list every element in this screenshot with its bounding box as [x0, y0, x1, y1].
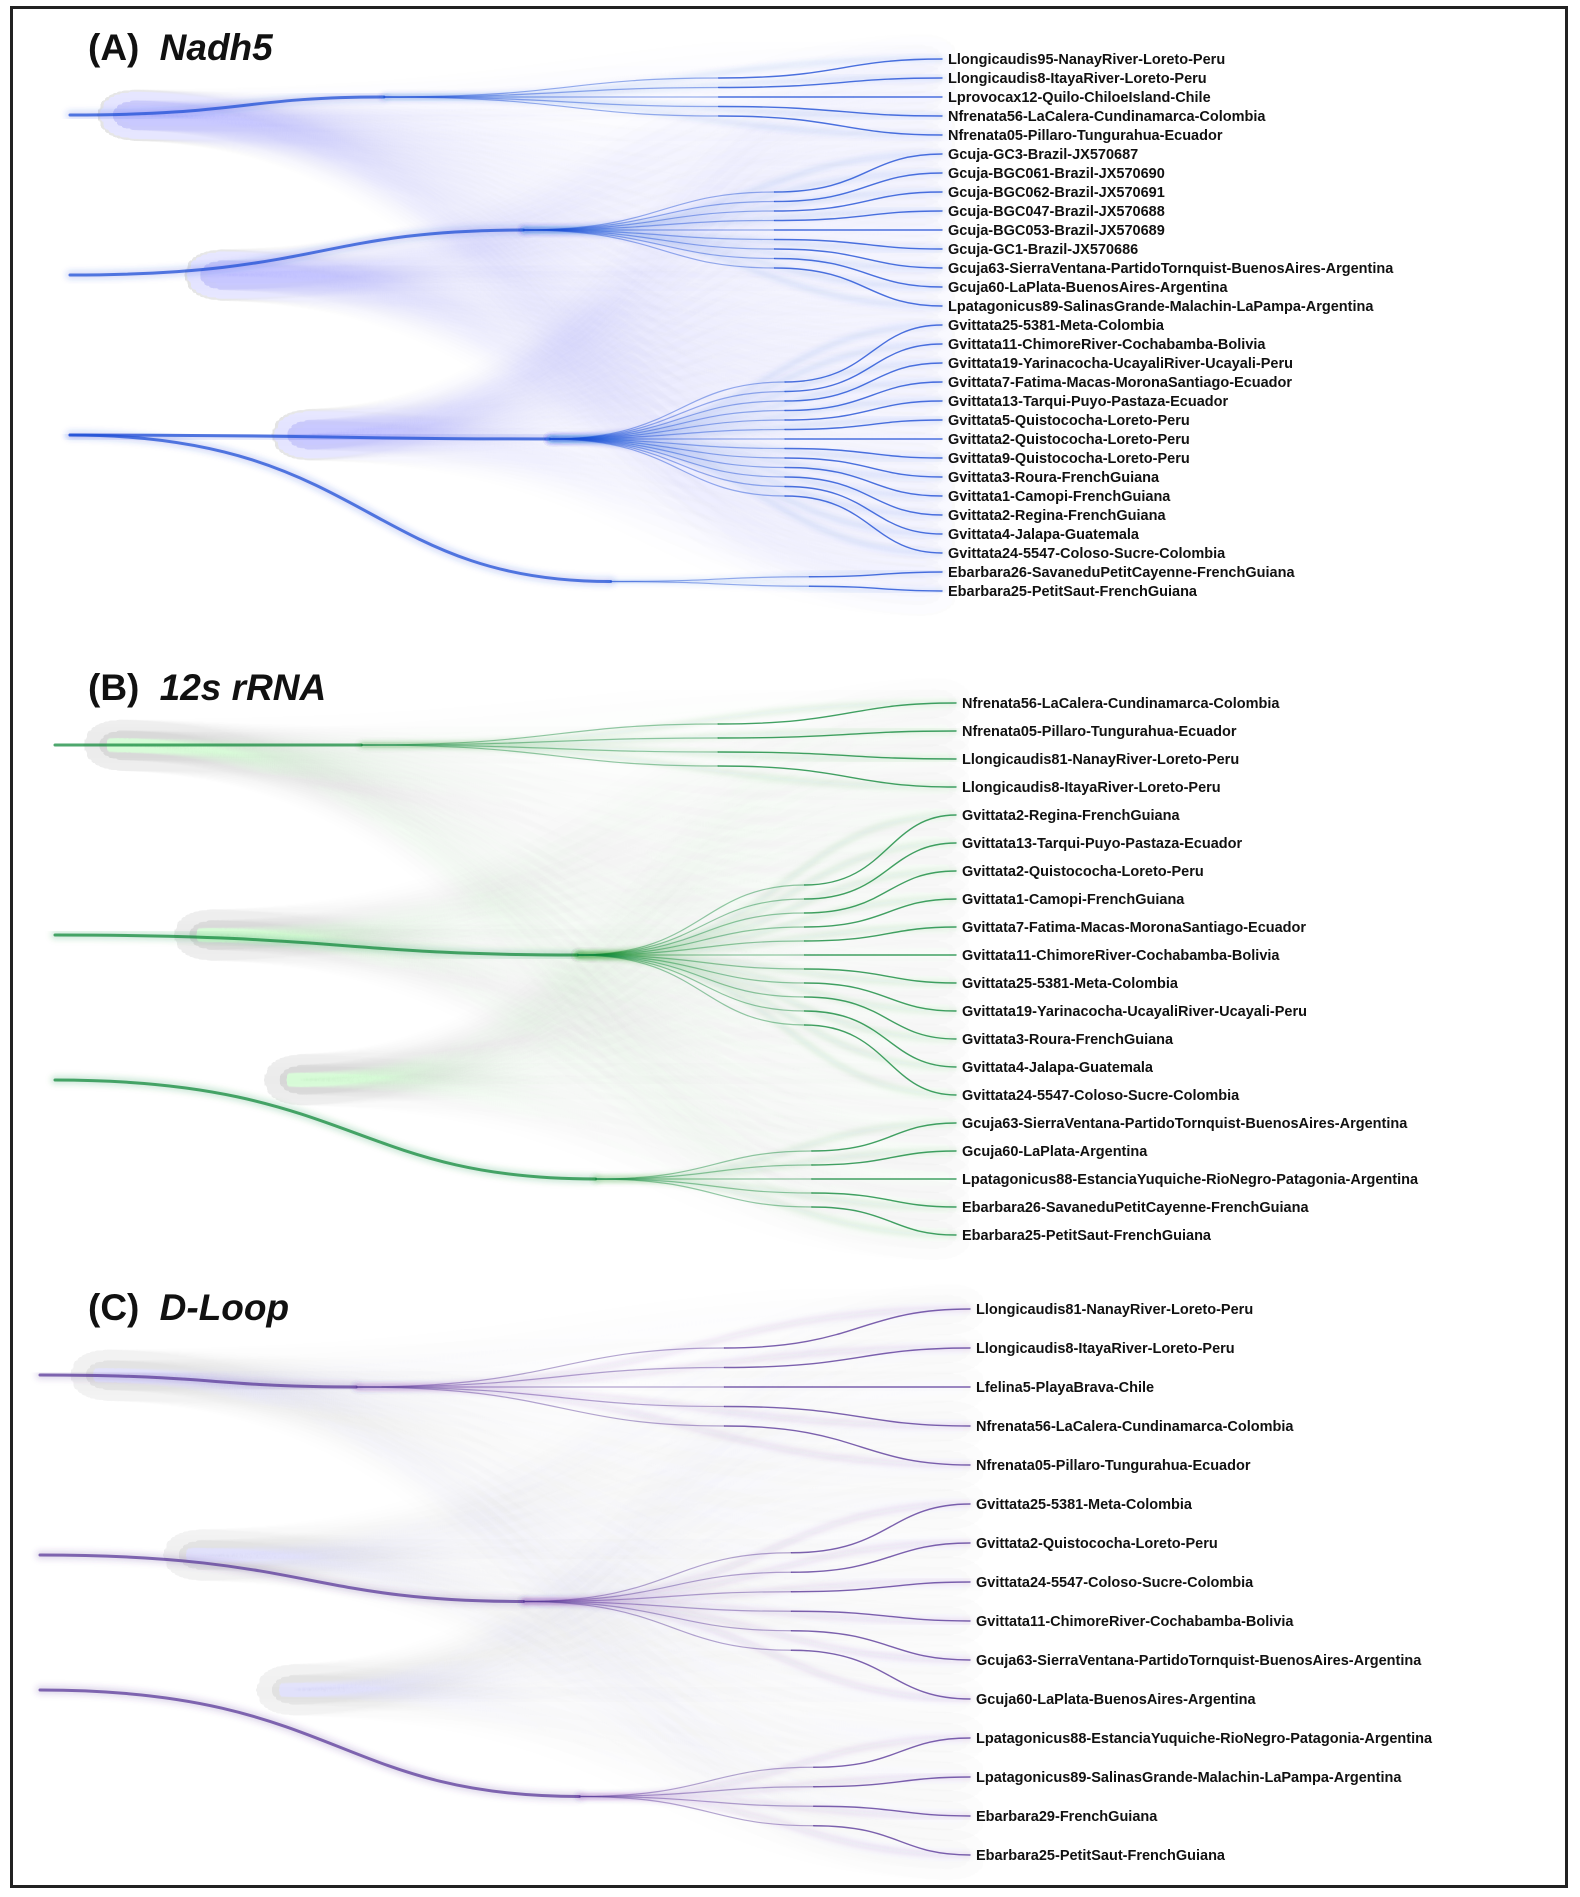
- tip-label: Nfrenata56-LaCalera-Cundinamarca-Colombia: [962, 696, 1280, 712]
- tip-label: Lpatagonicus89-SalinasGrande-Malachin-LaPampa-Argentina: [948, 299, 1374, 315]
- tip-label: Lprovocax12-Quilo-ChiloeIsland-Chile: [948, 90, 1211, 106]
- tip-label: Gcuja60-LaPlata-Argentina: [962, 1144, 1148, 1160]
- panel-a-title: [88, 27, 274, 68]
- tip-label: Gcuja63-SierraVentana-PartidoTornquist-BuenosAires-Argentina: [948, 261, 1394, 277]
- tip-label: Ebarbara26-SavaneduPetitCayenne-FrenchGuiana: [948, 565, 1295, 581]
- panel-a: [70, 27, 1394, 600]
- panel-a-letter: (A): [88, 27, 140, 68]
- panel-a-tree: [70, 59, 942, 591]
- tip-label: Gvittata25-5381-Meta-Colombia: [962, 976, 1178, 992]
- panel-b-gene: 12s rRNA: [159, 667, 327, 708]
- tip-label: Llongicaudis95-NanayRiver-Loreto-Peru: [948, 52, 1226, 68]
- tip-label: Ebarbara25-PetitSaut-FrenchGuiana: [962, 1228, 1211, 1244]
- tip-label: Llongicaudis81-NanayRiver-Loreto-Peru: [976, 1302, 1254, 1318]
- tip-label: Gvittata24-5547-Coloso-Sucre-Colombia: [948, 546, 1226, 562]
- panel-b-tip-labels: [962, 696, 1419, 1244]
- tip-label: Ebarbara26-SavaneduPetitCayenne-FrenchGuiana: [962, 1200, 1309, 1216]
- tip-label: Gvittata25-5381-Meta-Colombia: [976, 1497, 1192, 1513]
- tip-label: Gvittata19-Yarinacocha-UcayaliRiver-Ucayali-Peru: [948, 356, 1293, 372]
- tip-label: Gcuja-BGC062-Brazil-JX570691: [948, 185, 1165, 201]
- tip-label: Ebarbara25-PetitSaut-FrenchGuiana: [976, 1848, 1225, 1864]
- tip-label: Gvittata7-Fatima-Macas-MoronaSantiago-Ecuador: [948, 375, 1293, 391]
- tip-label: Gvittata1-Camopi-FrenchGuiana: [948, 489, 1171, 505]
- tip-label: Gcuja-GC1-Brazil-JX570686: [948, 242, 1139, 258]
- tip-label: Gvittata5-Quistococha-Loreto-Peru: [948, 413, 1190, 429]
- tip-label: Gvittata11-ChimoreRiver-Cochabamba-Bolivia: [948, 337, 1266, 353]
- tip-label: Gvittata2-Quistococha-Loreto-Peru: [962, 864, 1204, 880]
- tip-label: Gcuja60-LaPlata-BuenosAires-Argentina: [948, 280, 1228, 296]
- tip-label: Gcuja-GC3-Brazil-JX570687: [948, 147, 1139, 163]
- tip-label: Gvittata24-5547-Coloso-Sucre-Colombia: [962, 1088, 1240, 1104]
- tip-label: Gvittata19-Yarinacocha-UcayaliRiver-Ucayali-Peru: [962, 1004, 1307, 1020]
- tip-label: Gvittata2-Quistococha-Loreto-Peru: [976, 1536, 1218, 1552]
- tip-label: Gvittata1-Camopi-FrenchGuiana: [962, 892, 1185, 908]
- panel-c-tree: [40, 1309, 970, 1855]
- tip-label: Gvittata2-Regina-FrenchGuiana: [948, 508, 1166, 524]
- panel-a-tip-labels: [948, 52, 1394, 600]
- tip-label: Llongicaudis81-NanayRiver-Loreto-Peru: [962, 752, 1240, 768]
- tip-label: Gvittata9-Quistococha-Loreto-Peru: [948, 451, 1190, 467]
- tip-label: Gcuja-BGC047-Brazil-JX570688: [948, 204, 1165, 220]
- tip-label: Gvittata24-5547-Coloso-Sucre-Colombia: [976, 1575, 1254, 1591]
- tip-label: Gvittata7-Fatima-Macas-MoronaSantiago-Ecuador: [962, 920, 1307, 936]
- tip-label: Gvittata2-Quistococha-Loreto-Peru: [948, 432, 1190, 448]
- tip-label: Lfelina5-PlayaBrava-Chile: [976, 1380, 1155, 1396]
- tip-label: Nfrenata56-LaCalera-Cundinamarca-Colombia: [948, 109, 1266, 125]
- tip-label: Gvittata3-Roura-FrenchGuiana: [948, 470, 1160, 486]
- tip-label: Gcuja-BGC053-Brazil-JX570689: [948, 223, 1165, 239]
- tip-label: Lpatagonicus89-SalinasGrande-Malachin-LaPampa-Argentina: [976, 1770, 1402, 1786]
- tip-label: Nfrenata05-Pillaro-Tungurahua-Ecuador: [976, 1458, 1251, 1474]
- tip-label: Nfrenata56-LaCalera-Cundinamarca-Colombia: [976, 1419, 1294, 1435]
- tip-label: Gvittata11-ChimoreRiver-Cochabamba-Bolivia: [976, 1614, 1294, 1630]
- tip-label: Nfrenata05-Pillaro-Tungurahua-Ecuador: [948, 128, 1223, 144]
- tip-label: Gvittata4-Jalapa-Guatemala: [962, 1060, 1153, 1076]
- panel-c-gene: D-Loop: [159, 1287, 290, 1328]
- tip-label: Llongicaudis8-ItayaRiver-Loreto-Peru: [976, 1341, 1235, 1357]
- tip-label: Gcuja60-LaPlata-BuenosAires-Argentina: [976, 1692, 1256, 1708]
- tip-label: Gvittata13-Tarqui-Puyo-Pastaza-Ecuador: [948, 394, 1229, 410]
- panel-b-title: [88, 667, 326, 708]
- tip-label: Nfrenata05-Pillaro-Tungurahua-Ecuador: [962, 724, 1237, 740]
- panel-a-gene: Nadh5: [159, 27, 273, 68]
- panel-c-title: [88, 1287, 289, 1328]
- panel-b: [55, 667, 1419, 1244]
- tip-label: Gvittata2-Regina-FrenchGuiana: [962, 808, 1180, 824]
- tip-label: Gvittata11-ChimoreRiver-Cochabamba-Bolivia: [962, 948, 1280, 964]
- panel-c-letter: (C): [88, 1287, 140, 1328]
- tip-label: Gvittata25-5381-Meta-Colombia: [948, 318, 1164, 334]
- tip-label: Ebarbara25-PetitSaut-FrenchGuiana: [948, 584, 1197, 600]
- tip-label: Gvittata4-Jalapa-Guatemala: [948, 527, 1139, 543]
- tip-label: Gvittata3-Roura-FrenchGuiana: [962, 1032, 1174, 1048]
- tip-label: Lpatagonicus88-EstanciaYuquiche-RioNegro-Patagonia-Argentina: [976, 1731, 1433, 1747]
- panel-b-tree: [55, 703, 956, 1235]
- panel-c: [40, 1287, 1433, 1864]
- tip-label: Ebarbara29-FrenchGuiana: [976, 1809, 1158, 1825]
- tip-label: Gcuja63-SierraVentana-PartidoTornquist-BuenosAires-Argentina: [976, 1653, 1422, 1669]
- panel-b-letter: (B): [88, 667, 140, 708]
- panel-c-tip-labels: [976, 1302, 1433, 1864]
- tip-label: Lpatagonicus88-EstanciaYuquiche-RioNegro-Patagonia-Argentina: [962, 1172, 1419, 1188]
- tip-label: Llongicaudis8-ItayaRiver-Loreto-Peru: [962, 780, 1221, 796]
- tip-label: Llongicaudis8-ItayaRiver-Loreto-Peru: [948, 71, 1207, 87]
- tip-label: Gcuja63-SierraVentana-PartidoTornquist-BuenosAires-Argentina: [962, 1116, 1408, 1132]
- tip-label: Gcuja-BGC061-Brazil-JX570690: [948, 166, 1165, 182]
- tip-label: Gvittata13-Tarqui-Puyo-Pastaza-Ecuador: [962, 836, 1243, 852]
